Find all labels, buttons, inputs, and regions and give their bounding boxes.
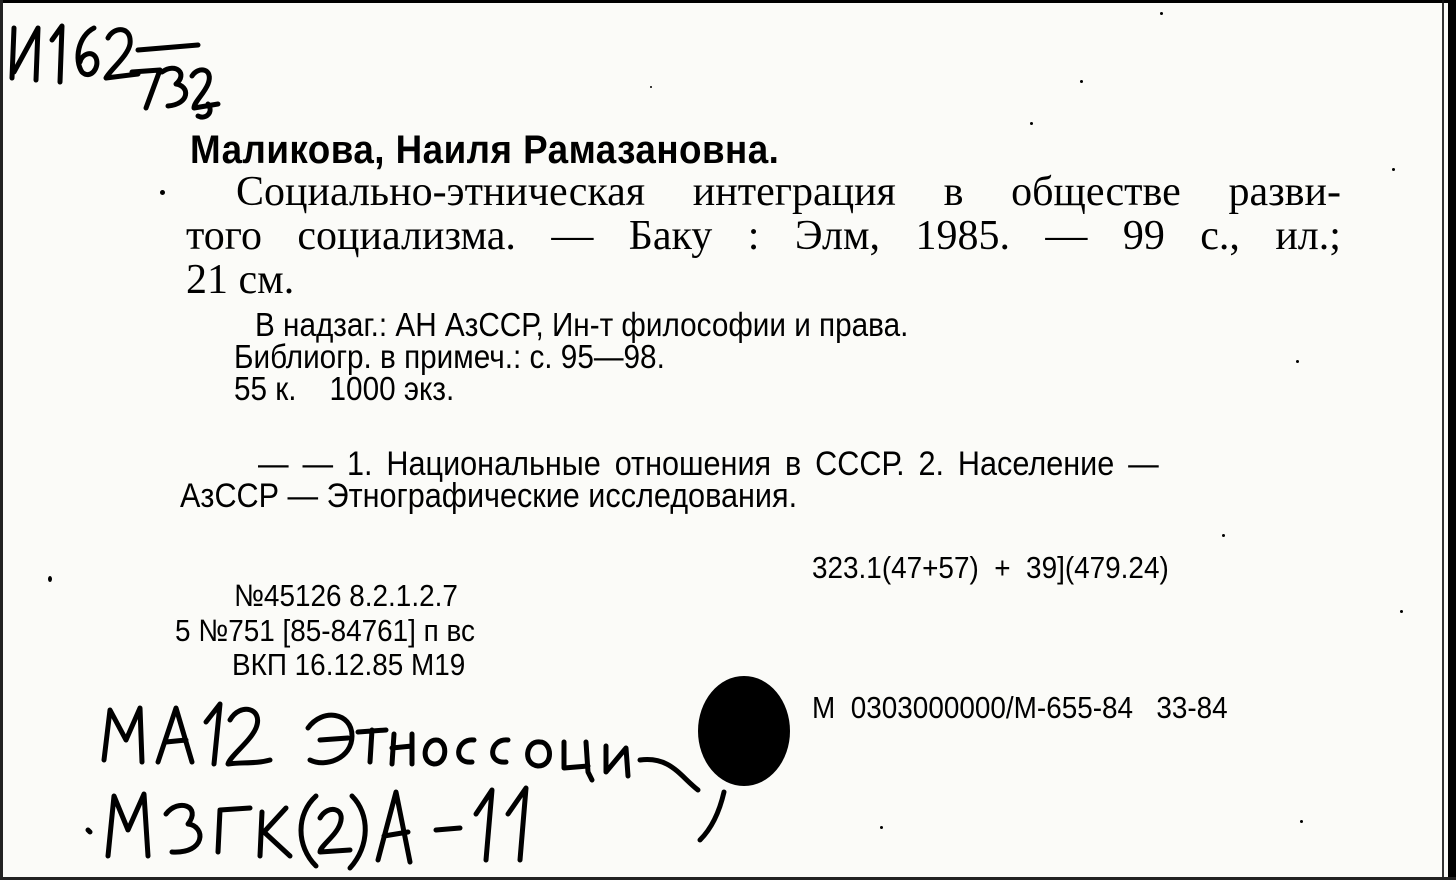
scan-speck — [880, 826, 883, 829]
registration-number: 5 №751 [85-84761] п вс — [175, 613, 475, 648]
catalog-code: М 0303000000/М-655-84 33-84 — [812, 690, 1228, 725]
handwritten-shelfmark — [0, 0, 240, 125]
title-word: — — [551, 213, 594, 259]
scan-speck — [1296, 360, 1299, 363]
card-border-right-inner — [1442, 0, 1444, 880]
title-word: в — [943, 169, 964, 215]
author-heading: Маликова, Наиля Рамазановна. — [190, 128, 780, 172]
title-word: интеграция — [692, 169, 896, 215]
scan-speck — [160, 190, 165, 195]
title-line-1 — [186, 170, 1341, 214]
title-word: 99 — [1122, 213, 1165, 259]
note-series-statement: В надзаг.: АН АзССР, Ин-т философии и права. — [255, 306, 909, 343]
scan-speck — [1400, 610, 1403, 613]
scan-speck — [1222, 534, 1225, 537]
title-word: : — [747, 213, 760, 259]
title-word: социализма. — [297, 213, 516, 259]
vkp-date: ВКП 16.12.85 М19 — [232, 647, 466, 682]
scan-speck — [48, 576, 52, 582]
subject-tracing-line-1: — — 1. Национальные отношения в СССР. 2. Население — — [258, 445, 1159, 483]
scan-speck — [1300, 820, 1303, 823]
title-line-3 — [186, 258, 1341, 302]
scan-speck — [1392, 168, 1395, 171]
title-word: — — [1045, 213, 1088, 259]
classification-code: 323.1(47+57) + 39](479.24) — [812, 550, 1169, 585]
title-word: Элм, — [794, 213, 881, 259]
title-word: 1985. — [915, 213, 1010, 259]
handwritten-notes — [80, 680, 740, 875]
title-word: 21 см. — [186, 257, 295, 303]
title-line-2 — [186, 214, 1341, 258]
title-word: Социально-этническая — [236, 169, 646, 215]
subject-tracing-line-2: АзССР — Этнографические исследования. — [180, 477, 798, 515]
card-border-left — [0, 0, 3, 880]
title-statement — [186, 170, 1341, 302]
title-word: того — [186, 213, 262, 259]
note-price-copies: 55 к. 1000 экз. — [234, 370, 455, 407]
record-number: №45126 8.2.1.2.7 — [234, 578, 458, 613]
scan-speck — [1030, 122, 1033, 125]
scan-speck — [1080, 80, 1083, 83]
title-word: Баку — [628, 213, 713, 259]
card-border-right — [1448, 0, 1456, 880]
scan-speck — [1160, 12, 1163, 15]
title-word: разви- — [1228, 169, 1341, 215]
title-word: обществе — [1011, 169, 1181, 215]
title-word: ил.; — [1275, 213, 1341, 259]
title-word: с., — [1200, 213, 1240, 259]
note-bibliography: Библиогр. в примеч.: с. 95—98. — [234, 338, 665, 375]
scan-speck — [650, 86, 652, 88]
